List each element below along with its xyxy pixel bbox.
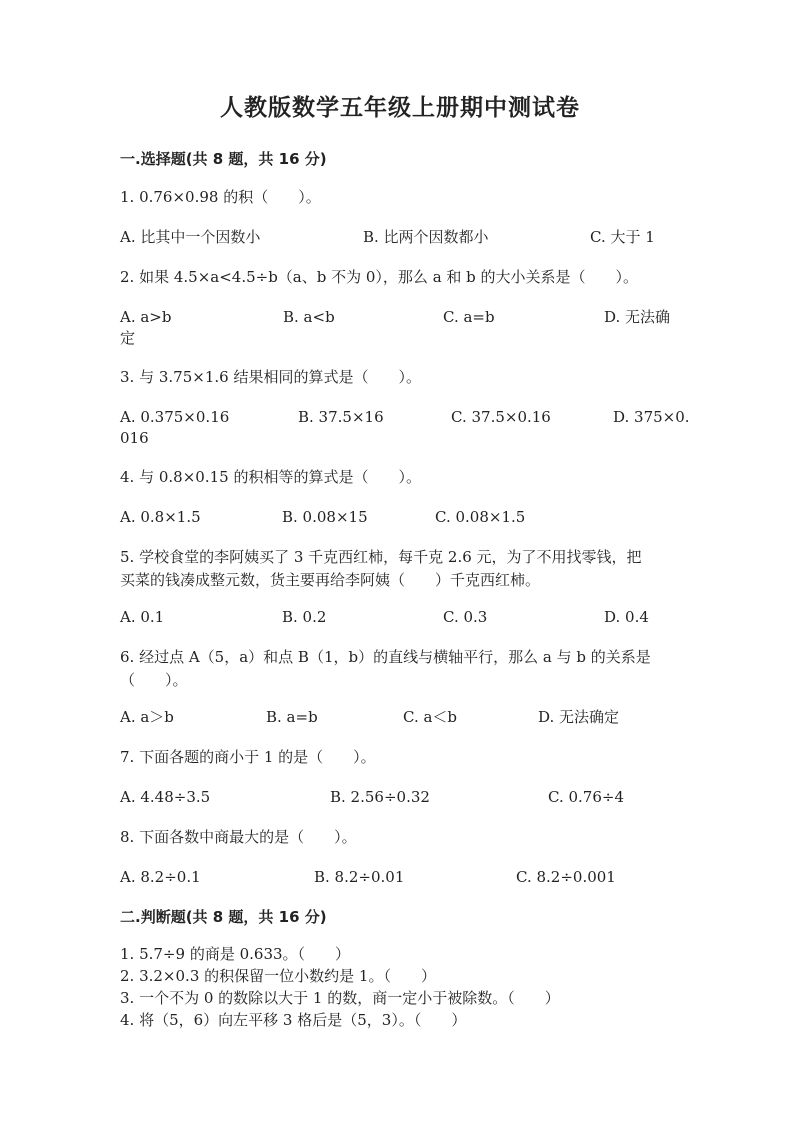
option-b: B. 比两个因数都小 — [363, 228, 489, 246]
question-6 — [120, 646, 680, 692]
question-6-line-1: 6. 经过点 A（5，a）和点 B（1，b）的直线与横轴平行，那么 a 与 b 的关系是 — [120, 648, 651, 666]
option-b: B. a<b — [283, 308, 335, 326]
question-5-line-2: 买菜的钱凑成整元数，货主要再给李阿姨（ ）千克西红柿。 — [120, 571, 541, 589]
option-c: C. 0.08×1.5 — [435, 508, 526, 526]
option-a: A. 比其中一个因数小 — [120, 228, 261, 246]
question-2: 2. 如果 4.5×a<4.5÷b（a、b 不为 0），那么 a 和 b 的大小关系是（ ）。 — [120, 268, 639, 286]
section-heading-judge: 二.判断题(共 8 题，共 16 分) — [120, 908, 327, 926]
exam-title: 人教版数学五年级上册期中测试卷 — [220, 94, 580, 121]
option-a: A. a>b — [120, 308, 172, 326]
judge-item-4: 4. 将（5，6）向左平移 3 格后是（5，3）。（ ） — [120, 1011, 467, 1029]
option-d: D. 无法确 — [604, 308, 671, 326]
section-heading-choice: 一.选择题(共 8 题，共 16 分) — [120, 150, 327, 168]
judge-item-2: 2. 3.2×0.3 的积保留一位小数约是 1。（ ） — [120, 967, 436, 985]
question-3: 3. 与 3.75×1.6 结果相同的算式是（ ）。 — [120, 368, 421, 386]
judge-item-1: 1. 5.7÷9 的商是 0.633。（ ） — [120, 945, 351, 963]
question-5 — [120, 546, 680, 592]
question-6-line-2: （ ）。 — [120, 671, 188, 689]
option-a: A. 8.2÷0.1 — [120, 868, 201, 886]
option-c: C. 0.3 — [443, 608, 488, 626]
option-c: C. a=b — [443, 308, 495, 326]
question-8: 8. 下面各数中商最大的是（ ）。 — [120, 828, 357, 846]
question-5-line-1: 5. 学校食堂的李阿姨买了 3 千克西红柿，每千克 2.6 元，为了不用找零钱，把 — [120, 548, 642, 566]
option-b: B. 0.08×15 — [282, 508, 368, 526]
option-b: B. 37.5×16 — [298, 408, 384, 426]
option-d: D. 无法确定 — [538, 708, 620, 726]
question-7: 7. 下面各题的商小于 1 的是（ ）。 — [120, 748, 376, 766]
option-b: B. 2.56÷0.32 — [330, 788, 430, 806]
option-c: C. 大于 1 — [590, 228, 655, 246]
option-d: D. 0.4 — [604, 608, 649, 626]
option-a: A. 4.48÷3.5 — [120, 788, 211, 806]
option-c: C. 8.2÷0.001 — [516, 868, 616, 886]
option-d-wrap: 定 — [120, 329, 136, 347]
option-c: C. a＜b — [403, 708, 458, 726]
option-a: A. 0.8×1.5 — [120, 508, 201, 526]
option-c: C. 37.5×0.16 — [451, 408, 551, 426]
option-a: A. a＞b — [120, 708, 174, 726]
option-b: B. 8.2÷0.01 — [314, 868, 405, 886]
option-a: A. 0.375×0.16 — [120, 408, 230, 426]
option-b: B. 0.2 — [282, 608, 327, 626]
option-b: B. a=b — [266, 708, 318, 726]
question-3-options — [120, 406, 690, 452]
judge-item-3: 3. 一个不为 0 的数除以大于 1 的数，商一定小于被除数。（ ） — [120, 989, 560, 1007]
option-a: A. 0.1 — [120, 608, 165, 626]
option-c: C. 0.76÷4 — [548, 788, 624, 806]
question-4: 4. 与 0.8×0.15 的积相等的算式是（ ）。 — [120, 468, 421, 486]
question-1: 1. 0.76×0.98 的积（ ）。 — [120, 188, 321, 206]
option-d: D. 375×0. — [613, 408, 690, 426]
option-d-wrap: 016 — [120, 429, 149, 447]
question-2-options — [120, 306, 690, 352]
